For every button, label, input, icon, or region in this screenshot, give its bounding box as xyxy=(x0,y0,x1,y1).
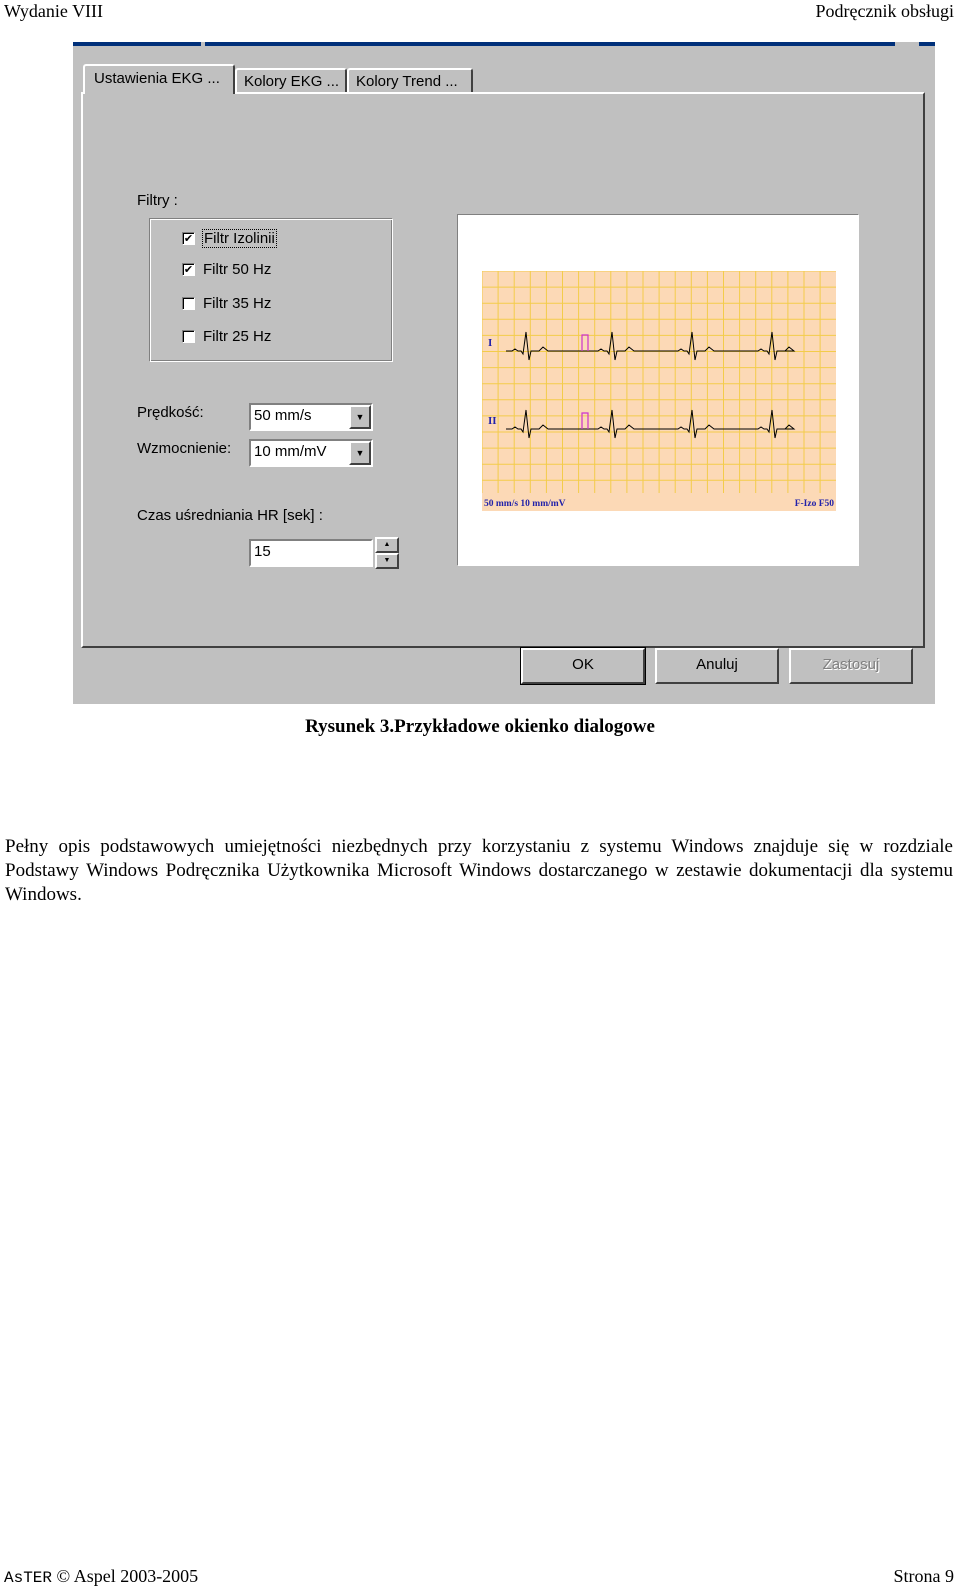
checkbox-label: Filtr 50 Hz xyxy=(203,260,272,278)
filter-50hz-checkbox[interactable] xyxy=(182,260,271,278)
gain-value: 10 mm/mV xyxy=(254,443,327,460)
lead-label-ii: II xyxy=(488,415,497,427)
cancel-button[interactable]: Anuluj xyxy=(655,648,779,684)
lead-label-i: I xyxy=(488,337,493,349)
page-number: Strona 9 xyxy=(893,1566,954,1586)
gain-select[interactable] xyxy=(249,439,373,467)
page-header-left: Wydanie VIII xyxy=(4,1,104,21)
speed-value: 50 mm/s xyxy=(254,407,312,424)
dialog-titlebar xyxy=(73,42,935,46)
ok-button[interactable]: OK xyxy=(521,648,645,684)
gain-label: Wzmocnienie: xyxy=(137,440,232,457)
filters-group xyxy=(149,218,393,362)
ekg-settings-dialog xyxy=(73,42,935,704)
checkbox-label: Filtr 25 Hz xyxy=(203,327,272,345)
figure-caption: Rysunek 3.Przykładowe okienko dialogowe xyxy=(305,716,655,737)
ekg-preview-chart xyxy=(482,271,836,511)
body-paragraph: Pełny opis podstawowych umiejętności niezbędnych przy korzystaniu z systemu Windows znajduje się w rozdziale Podstawy Windows Podręcznika Użytkownika Microsoft Windows dostarczanego w zestawie dokumentacji dla systemu Windows. xyxy=(5,836,953,905)
filter-text: F-Izo F50 xyxy=(794,499,834,509)
chevron-down-icon[interactable]: ▼ xyxy=(349,441,371,465)
copyright: © Aspel 2003-2005 xyxy=(56,1566,199,1586)
tab-label: Ustawienia EKG ... xyxy=(94,70,220,87)
filter-35hz-checkbox[interactable] xyxy=(182,294,271,312)
checkbox-box[interactable]: ✔ xyxy=(183,263,194,276)
spin-up-icon[interactable]: ▲ xyxy=(375,537,399,553)
hr-avg-input[interactable] xyxy=(249,539,373,567)
tab-ekg-colors[interactable] xyxy=(235,68,347,92)
chevron-down-icon[interactable]: ▼ xyxy=(349,405,371,429)
speed-label: Prędkość: xyxy=(137,404,204,421)
checkbox-box[interactable]: ✔ xyxy=(183,232,194,245)
tab-ekg-settings[interactable] xyxy=(83,64,235,94)
footer-left xyxy=(4,1566,198,1587)
filters-label: Filtry : xyxy=(137,192,178,209)
filter-25hz-checkbox[interactable] xyxy=(182,327,271,345)
settings-panel xyxy=(81,92,925,648)
scale-text: 50 mm/s 10 mm/mV xyxy=(484,499,566,509)
checkbox-label: Filtr Izolinii xyxy=(204,229,275,247)
ekg-preview xyxy=(457,214,859,566)
page-header-right: Podręcznik obsługi xyxy=(815,1,954,21)
apply-button[interactable]: Zastosuj xyxy=(789,648,913,684)
tab-label: Kolory Trend ... xyxy=(356,73,458,90)
filter-isoline-checkbox[interactable] xyxy=(182,229,276,247)
hr-avg-value: 15 xyxy=(254,543,271,560)
tab-trend-colors[interactable] xyxy=(347,68,473,92)
tab-label: Kolory EKG ... xyxy=(244,73,340,90)
spin-down-icon[interactable]: ▼ xyxy=(375,553,399,569)
checkbox-label: Filtr 35 Hz xyxy=(203,294,272,312)
checkbox-box[interactable] xyxy=(182,297,195,310)
speed-select[interactable] xyxy=(249,403,373,431)
checkbox-box[interactable] xyxy=(182,330,195,343)
hr-avg-label: Czas uśredniania HR [sek] : xyxy=(137,507,323,524)
product-name: AsTER xyxy=(4,1569,53,1587)
